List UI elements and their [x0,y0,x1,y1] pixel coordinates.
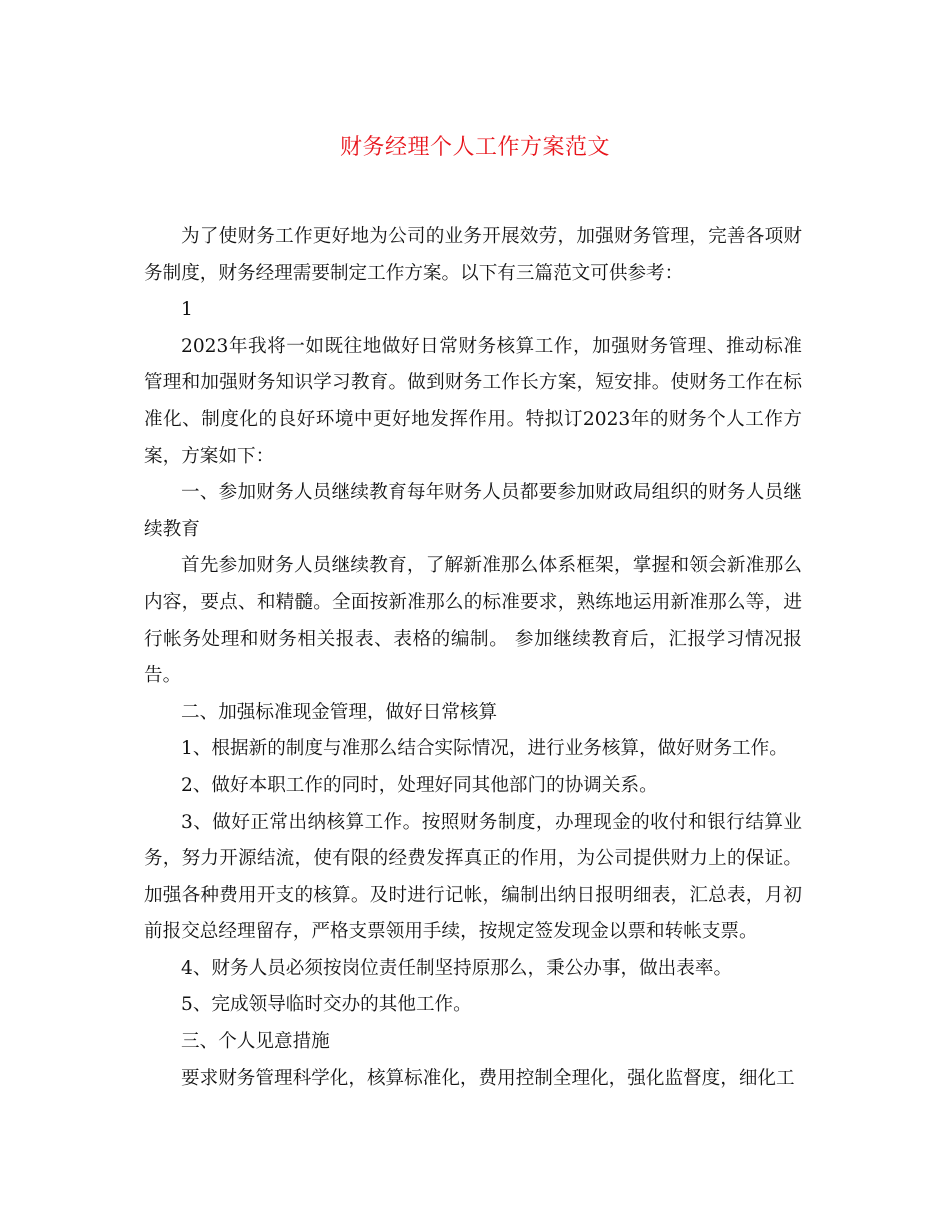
list-item-1: 1、根据新的制度与准那么结合实际情况，进行业务核算，做好财务工作。 [181,738,788,760]
heading-continuing-education: 一、参加财务人员继续教育每年财务人员都要参加财政局组织的财务人员继续教育 [144,482,802,540]
paragraph-personal-measures: 要求财务管理科学化，核算标准化，费用控制全理化，强化监督度，细化工 [181,1067,795,1089]
paragraph-continuing-education: 首先参加财务人员继续教育，了解新准那么体系框架，掌握和领会新准那么内容，要点、和精髓。全面按新准那么的标准要求，熟练地运用新准那么等，进行帐务处理和财务相关报表、表格的编制。 参加继续教育后，汇报学习情况报告。 [144,555,802,687]
paragraph-intro: 为了使财务工作更好地为公司的业务开展效劳，加强财务管理，完善各项财务制度，财务经理需要制定工作方案。以下有三篇范文可供参考： [144,226,802,284]
heading-personal-measures: 三、个人见意措施 [181,1031,330,1053]
list-item-3: 3、做好正常出纳核算工作。按照财务制度，办理现金的收付和银行结算业务，努力开源结流，使有限的经费发挥真正的作用，为公司提供财力上的保证。加强各种费用开支的核算。及时进行记帐，编制出纳日报明细表，汇总表，月初前报交总经理留存，严格支票领用手续，按规定签发现金以票和转帐支票。 [144,811,802,943]
heading-cash-management: 二、加强标准现金管理，做好日常核算 [181,701,498,723]
page-title: 财务经理个人工作方案范文 [339,135,610,160]
list-item-2: 2、做好本职工作的同时，处理好同其他部门的协调关系。 [181,774,658,796]
list-item-5: 5、完成领导临时交办的其他工作。 [181,994,472,1016]
paragraph-section-number: 1 [181,299,193,321]
paragraph-plan-overview: 2023年我将一如既往地做好日常财务核算工作，加强财务管理、推动标准管理和加强财务知识学习教育。做到财务工作长方案，短安排。使财务工作在标准化、制度化的良好环境中更好地发挥作用。特拟订2023年的财务个人工作方案，方案如下： [144,335,802,467]
document-body [144,219,802,1097]
list-item-4: 4、财务人员必须按岗位责任制坚持原那么，秉公办事，做出表率。 [181,957,733,979]
